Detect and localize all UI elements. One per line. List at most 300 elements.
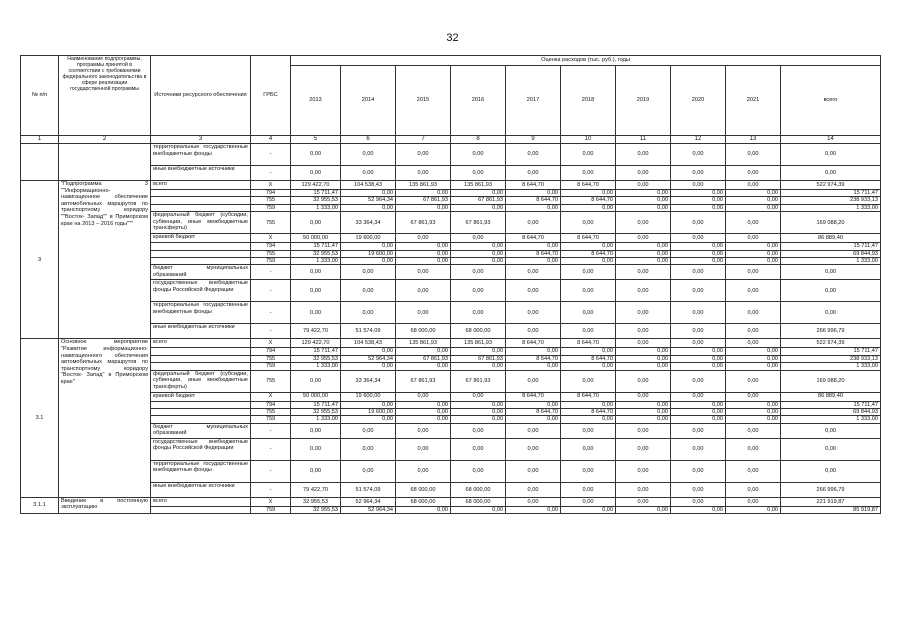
- value-cell: 0,00: [671, 265, 726, 280]
- value-cell: 0,00: [396, 190, 451, 197]
- value-cell: 8 644,70: [561, 181, 616, 190]
- header-year: 2015: [396, 66, 451, 136]
- value-cell: 15 711,47: [781, 190, 881, 197]
- value-cell: 0,00: [506, 144, 561, 166]
- value-cell: 0,00: [671, 423, 726, 438]
- value-cell: 0,00: [671, 166, 726, 181]
- table-row: [21, 144, 881, 166]
- value-cell: 8 644,70: [561, 197, 616, 204]
- value-cell: 8 644,70: [561, 392, 616, 401]
- value-cell: 0,00: [781, 460, 881, 482]
- grbs-cell: -: [251, 482, 291, 497]
- value-cell: 86 889,40: [781, 234, 881, 243]
- value-cell: 1 333,00: [291, 258, 341, 265]
- value-cell: 0,00: [616, 302, 671, 324]
- value-cell: 0,00: [341, 166, 396, 181]
- value-cell: 0,00: [726, 250, 781, 257]
- value-cell: 0,00: [616, 212, 671, 234]
- grbs-cell: 794: [251, 243, 291, 250]
- value-cell: 0,00: [506, 324, 561, 339]
- value-cell: 0,00: [671, 506, 726, 513]
- source-cell: [151, 243, 251, 250]
- grbs-cell: 759: [251, 506, 291, 513]
- value-cell: 0,00: [671, 348, 726, 355]
- value-cell: 0,00: [506, 204, 561, 211]
- value-cell: 8 644,70: [561, 250, 616, 257]
- source-cell: [151, 197, 251, 204]
- value-cell: 0,00: [616, 265, 671, 280]
- value-cell: 0,00: [671, 280, 726, 302]
- grbs-cell: 759: [251, 363, 291, 370]
- value-cell: 0,00: [781, 144, 881, 166]
- grbs-cell: -: [251, 302, 291, 324]
- value-cell: 52 964,34: [341, 497, 396, 506]
- grbs-cell: -: [251, 280, 291, 302]
- value-cell: 0,00: [396, 506, 451, 513]
- value-cell: 0,00: [726, 416, 781, 423]
- table-row: [21, 497, 881, 506]
- value-cell: 0,00: [726, 280, 781, 302]
- value-cell: 0,00: [671, 416, 726, 423]
- value-cell: 0,00: [616, 324, 671, 339]
- value-cell: 0,00: [291, 438, 341, 460]
- value-cell: 0,00: [671, 392, 726, 401]
- value-cell: 0,00: [506, 265, 561, 280]
- source-cell: [151, 363, 251, 370]
- value-cell: 0,00: [506, 190, 561, 197]
- header-name: Наименование подпрограммы, программы принятой в соответствии с требованиями федерального законодательства в сфере реализации государственной программы: [59, 56, 151, 136]
- value-cell: 0,00: [561, 204, 616, 211]
- header-year: 2013: [291, 66, 341, 136]
- value-cell: 1 333,00: [781, 416, 881, 423]
- header-grbs: ГРБС: [251, 56, 291, 136]
- value-cell: 19 600,00: [341, 392, 396, 401]
- value-cell: 52 964,34: [341, 197, 396, 204]
- value-cell: 0,00: [616, 190, 671, 197]
- value-cell: 0,00: [451, 250, 506, 257]
- value-cell: 0,00: [671, 234, 726, 243]
- column-number: 8: [451, 136, 506, 144]
- source-cell: краевой бюджет: [151, 392, 251, 401]
- value-cell: 19 600,00: [341, 409, 396, 416]
- value-cell: 0,00: [561, 401, 616, 408]
- source-cell: иные внебюджетные источники: [151, 166, 251, 181]
- value-cell: 0,00: [396, 409, 451, 416]
- section-number: 3.1.1: [21, 497, 59, 513]
- source-cell: [151, 506, 251, 513]
- value-cell: 0,00: [781, 438, 881, 460]
- column-number: 1: [21, 136, 59, 144]
- value-cell: 0,00: [396, 348, 451, 355]
- value-cell: 0,00: [726, 401, 781, 408]
- grbs-cell: -: [251, 460, 291, 482]
- value-cell: 0,00: [561, 416, 616, 423]
- source-cell: государственные внебюджетные фонды Российской Федерации: [151, 438, 251, 460]
- value-cell: 0,00: [451, 265, 506, 280]
- value-cell: 51 574,09: [341, 482, 396, 497]
- source-cell: всего: [151, 181, 251, 190]
- value-cell: 68 000,00: [451, 482, 506, 497]
- value-cell: 135 861,93: [396, 181, 451, 190]
- value-cell: 0,00: [781, 265, 881, 280]
- value-cell: 0,00: [616, 497, 671, 506]
- value-cell: 8 644,70: [506, 409, 561, 416]
- value-cell: 0,00: [506, 258, 561, 265]
- value-cell: 0,00: [616, 482, 671, 497]
- value-cell: 0,00: [506, 212, 561, 234]
- value-cell: 0,00: [726, 302, 781, 324]
- table-row: [21, 339, 881, 348]
- value-cell: 0,00: [561, 438, 616, 460]
- grbs-cell: X: [251, 392, 291, 401]
- value-cell: 51 574,09: [341, 324, 396, 339]
- value-cell: 67 861,93: [451, 197, 506, 204]
- value-cell: 0,00: [616, 363, 671, 370]
- value-cell: 0,00: [671, 250, 726, 257]
- value-cell: 52 964,34: [341, 506, 396, 513]
- value-cell: 522 974,39: [781, 339, 881, 348]
- value-cell: 0,00: [726, 497, 781, 506]
- value-cell: 0,00: [726, 482, 781, 497]
- header-group: Оценка расходов (тыс. руб.), годы: [291, 56, 881, 66]
- value-cell: 0,00: [616, 423, 671, 438]
- column-number: 9: [506, 136, 561, 144]
- value-cell: 0,00: [671, 212, 726, 234]
- value-cell: 0,00: [291, 212, 341, 234]
- value-cell: 0,00: [671, 401, 726, 408]
- table-row: [21, 181, 881, 190]
- value-cell: 238 933,13: [781, 355, 881, 362]
- value-cell: 0,00: [451, 416, 506, 423]
- value-cell: 0,00: [671, 438, 726, 460]
- value-cell: 0,00: [561, 324, 616, 339]
- value-cell: 8 644,70: [561, 409, 616, 416]
- value-cell: 0,00: [561, 370, 616, 392]
- source-cell: [151, 409, 251, 416]
- grbs-cell: 794: [251, 190, 291, 197]
- value-cell: 0,00: [506, 460, 561, 482]
- value-cell: 0,00: [341, 423, 396, 438]
- value-cell: 0,00: [671, 144, 726, 166]
- grbs-cell: 755: [251, 197, 291, 204]
- value-cell: 1 333,00: [781, 363, 881, 370]
- value-cell: 32 955,53: [291, 250, 341, 257]
- header-year: 2016: [451, 66, 506, 136]
- value-cell: 0,00: [506, 166, 561, 181]
- value-cell: 67 861,93: [396, 197, 451, 204]
- value-cell: 0,00: [616, 348, 671, 355]
- value-cell: 0,00: [396, 250, 451, 257]
- grbs-cell: -: [251, 144, 291, 166]
- value-cell: 69 844,93: [781, 250, 881, 257]
- value-cell: 0,00: [341, 265, 396, 280]
- value-cell: 0,00: [396, 392, 451, 401]
- value-cell: 0,00: [396, 416, 451, 423]
- source-cell: федеральный бюджет (субсидии, субвенции, иные межбюджетные трансферты): [151, 212, 251, 234]
- value-cell: 68 000,00: [451, 324, 506, 339]
- column-number: 14: [781, 136, 881, 144]
- value-cell: 0,00: [616, 506, 671, 513]
- value-cell: 0,00: [616, 280, 671, 302]
- value-cell: 0,00: [561, 302, 616, 324]
- source-cell: иные внебюджетные источники: [151, 482, 251, 497]
- value-cell: 0,00: [451, 409, 506, 416]
- value-cell: 0,00: [561, 423, 616, 438]
- grbs-cell: -: [251, 324, 291, 339]
- value-cell: 0,00: [671, 339, 726, 348]
- value-cell: 0,00: [561, 212, 616, 234]
- value-cell: 0,00: [341, 363, 396, 370]
- value-cell: 15 711,47: [291, 243, 341, 250]
- header-year: 2020: [671, 66, 726, 136]
- value-cell: 0,00: [451, 401, 506, 408]
- value-cell: 0,00: [506, 482, 561, 497]
- value-cell: 0,00: [561, 482, 616, 497]
- value-cell: 0,00: [451, 438, 506, 460]
- header-year: всего: [781, 66, 881, 136]
- value-cell: 15 711,47: [291, 401, 341, 408]
- value-cell: 0,00: [506, 423, 561, 438]
- value-cell: 0,00: [616, 181, 671, 190]
- value-cell: 0,00: [506, 416, 561, 423]
- value-cell: 0,00: [726, 409, 781, 416]
- value-cell: 0,00: [781, 166, 881, 181]
- value-cell: 67 861,93: [451, 355, 506, 362]
- value-cell: 0,00: [396, 423, 451, 438]
- value-cell: 33 364,34: [341, 370, 396, 392]
- value-cell: 32 955,53: [291, 355, 341, 362]
- value-cell: 1 333,00: [781, 258, 881, 265]
- value-cell: 0,00: [726, 363, 781, 370]
- value-cell: 0,00: [341, 401, 396, 408]
- value-cell: 0,00: [341, 348, 396, 355]
- value-cell: 0,00: [671, 363, 726, 370]
- value-cell: 0,00: [291, 265, 341, 280]
- value-cell: 0,00: [726, 258, 781, 265]
- value-cell: 0,00: [451, 423, 506, 438]
- value-cell: 129 422,70: [291, 339, 341, 348]
- value-cell: 0,00: [396, 363, 451, 370]
- source-cell: всего: [151, 497, 251, 506]
- grbs-cell: -: [251, 265, 291, 280]
- column-number: 13: [726, 136, 781, 144]
- value-cell: 0,00: [341, 438, 396, 460]
- value-cell: 266 996,79: [781, 482, 881, 497]
- value-cell: 0,00: [616, 416, 671, 423]
- grbs-cell: -: [251, 166, 291, 181]
- value-cell: 0,00: [451, 144, 506, 166]
- value-cell: 0,00: [396, 258, 451, 265]
- value-cell: 0,00: [726, 197, 781, 204]
- source-cell: [151, 416, 251, 423]
- value-cell: 0,00: [451, 258, 506, 265]
- value-cell: 0,00: [726, 460, 781, 482]
- column-number: 2: [59, 136, 151, 144]
- value-cell: 221 919,87: [781, 497, 881, 506]
- grbs-cell: 755: [251, 250, 291, 257]
- value-cell: 8 644,70: [506, 392, 561, 401]
- grbs-cell: X: [251, 339, 291, 348]
- value-cell: 0,00: [726, 265, 781, 280]
- grbs-cell: X: [251, 497, 291, 506]
- value-cell: 0,00: [671, 302, 726, 324]
- value-cell: 0,00: [671, 197, 726, 204]
- value-cell: 0,00: [506, 302, 561, 324]
- value-cell: 0,00: [671, 482, 726, 497]
- value-cell: 67 861,93: [396, 355, 451, 362]
- value-cell: 0,00: [616, 250, 671, 257]
- value-cell: 0,00: [726, 348, 781, 355]
- value-cell: 0,00: [671, 497, 726, 506]
- value-cell: 0,00: [561, 363, 616, 370]
- value-cell: 0,00: [726, 234, 781, 243]
- source-cell: федеральный бюджет (субсидии, субвенции, иные межбюджетные трансферты): [151, 370, 251, 392]
- source-cell: [151, 258, 251, 265]
- value-cell: 0,00: [396, 438, 451, 460]
- value-cell: 8 644,70: [506, 339, 561, 348]
- value-cell: 0,00: [561, 460, 616, 482]
- source-cell: [151, 190, 251, 197]
- value-cell: 135 861,93: [451, 339, 506, 348]
- grbs-cell: 794: [251, 348, 291, 355]
- value-cell: 0,00: [396, 234, 451, 243]
- value-cell: 15 711,47: [291, 190, 341, 197]
- column-number: 7: [396, 136, 451, 144]
- value-cell: 0,00: [781, 423, 881, 438]
- value-cell: 0,00: [561, 166, 616, 181]
- header-year: 2021: [726, 66, 781, 136]
- value-cell: 0,00: [506, 401, 561, 408]
- source-cell: краевой бюджет: [151, 234, 251, 243]
- grbs-cell: -: [251, 438, 291, 460]
- value-cell: 0,00: [561, 190, 616, 197]
- value-cell: 0,00: [396, 166, 451, 181]
- source-cell: бюджет муниципальных образований: [151, 265, 251, 280]
- empty-cell: [59, 144, 151, 181]
- value-cell: 0,00: [341, 460, 396, 482]
- value-cell: 0,00: [671, 370, 726, 392]
- value-cell: 0,00: [396, 460, 451, 482]
- value-cell: 0,00: [451, 243, 506, 250]
- value-cell: 0,00: [341, 190, 396, 197]
- value-cell: 0,00: [616, 258, 671, 265]
- value-cell: 67 861,93: [396, 370, 451, 392]
- value-cell: 0,00: [561, 280, 616, 302]
- value-cell: 33 364,34: [341, 212, 396, 234]
- grbs-cell: 755: [251, 409, 291, 416]
- section-number: 3: [21, 181, 59, 339]
- value-cell: 0,00: [726, 166, 781, 181]
- value-cell: 8 644,70: [561, 355, 616, 362]
- value-cell: 68 000,00: [396, 482, 451, 497]
- value-cell: 0,00: [616, 197, 671, 204]
- value-cell: 0,00: [506, 370, 561, 392]
- value-cell: 0,00: [671, 324, 726, 339]
- source-cell: [151, 250, 251, 257]
- grbs-cell: 755: [251, 355, 291, 362]
- header-year: 2018: [561, 66, 616, 136]
- source-cell: [151, 355, 251, 362]
- value-cell: 0,00: [396, 265, 451, 280]
- value-cell: 0,00: [561, 265, 616, 280]
- value-cell: 0,00: [616, 243, 671, 250]
- value-cell: 19 600,00: [341, 234, 396, 243]
- column-number: 3: [151, 136, 251, 144]
- value-cell: 0,00: [726, 181, 781, 190]
- value-cell: 238 933,13: [781, 197, 881, 204]
- source-cell: [151, 204, 251, 211]
- value-cell: 8 644,70: [506, 197, 561, 204]
- value-cell: 15 711,47: [291, 348, 341, 355]
- value-cell: 32 955,53: [291, 506, 341, 513]
- source-cell: бюджет муниципальных образований: [151, 423, 251, 438]
- header-year: 2019: [616, 66, 671, 136]
- header-source: Источники ресурсного обеспечения: [151, 56, 251, 136]
- value-cell: 0,00: [671, 460, 726, 482]
- value-cell: 15 711,47: [781, 348, 881, 355]
- value-cell: 0,00: [291, 144, 341, 166]
- value-cell: 1 333,00: [291, 416, 341, 423]
- value-cell: 68 000,00: [396, 497, 451, 506]
- value-cell: 0,00: [616, 234, 671, 243]
- section-name: "Подпрограмма 3 ""Информационно-навигационное обеспечение автомобильных маршрутов по транспортному коридору ""Восток- Запад"" в Приморском крае на 2013 – 2016 годы""": [59, 181, 151, 339]
- value-cell: 50 000,00: [291, 392, 341, 401]
- source-cell: всего: [151, 339, 251, 348]
- value-cell: 104 538,43: [341, 339, 396, 348]
- header-year: 2014: [341, 66, 396, 136]
- value-cell: 0,00: [726, 144, 781, 166]
- value-cell: 68 000,00: [451, 497, 506, 506]
- value-cell: 67 861,93: [396, 212, 451, 234]
- value-cell: 0,00: [726, 324, 781, 339]
- value-cell: 0,00: [616, 355, 671, 362]
- value-cell: 0,00: [781, 302, 881, 324]
- source-cell: иные внебюджетные источники: [151, 324, 251, 339]
- value-cell: 32 955,53: [291, 197, 341, 204]
- value-cell: 32 955,53: [291, 497, 341, 506]
- value-cell: 0,00: [341, 416, 396, 423]
- value-cell: 0,00: [396, 204, 451, 211]
- value-cell: 0,00: [506, 243, 561, 250]
- value-cell: 0,00: [726, 204, 781, 211]
- value-cell: 32 955,53: [291, 409, 341, 416]
- column-number: 4: [251, 136, 291, 144]
- value-cell: 0,00: [726, 423, 781, 438]
- value-cell: 0,00: [291, 460, 341, 482]
- value-cell: 0,00: [671, 258, 726, 265]
- value-cell: 0,00: [726, 339, 781, 348]
- value-cell: 0,00: [506, 280, 561, 302]
- grbs-cell: X: [251, 234, 291, 243]
- value-cell: 0,00: [726, 243, 781, 250]
- value-cell: 0,00: [726, 355, 781, 362]
- value-cell: 15 711,47: [781, 401, 881, 408]
- value-cell: 79 422,70: [291, 324, 341, 339]
- section-name: Основное мероприятие "Развитие информационно-навигационного обеспечения автомобильных маршрутов по транспортному коридору "Восток- Запад" в Приморском крае": [59, 339, 151, 497]
- value-cell: 0,00: [671, 243, 726, 250]
- value-cell: 0,00: [561, 506, 616, 513]
- value-cell: 86 889,40: [781, 392, 881, 401]
- value-cell: 0,00: [341, 258, 396, 265]
- grbs-cell: 755: [251, 212, 291, 234]
- value-cell: 522 974,39: [781, 181, 881, 190]
- source-cell: территориальные государственные внебюджетные фонды: [151, 460, 251, 482]
- grbs-cell: -: [251, 423, 291, 438]
- value-cell: 266 996,79: [781, 324, 881, 339]
- header-no: № п/п: [21, 56, 59, 136]
- budget-table: [20, 55, 881, 514]
- value-cell: 0,00: [616, 409, 671, 416]
